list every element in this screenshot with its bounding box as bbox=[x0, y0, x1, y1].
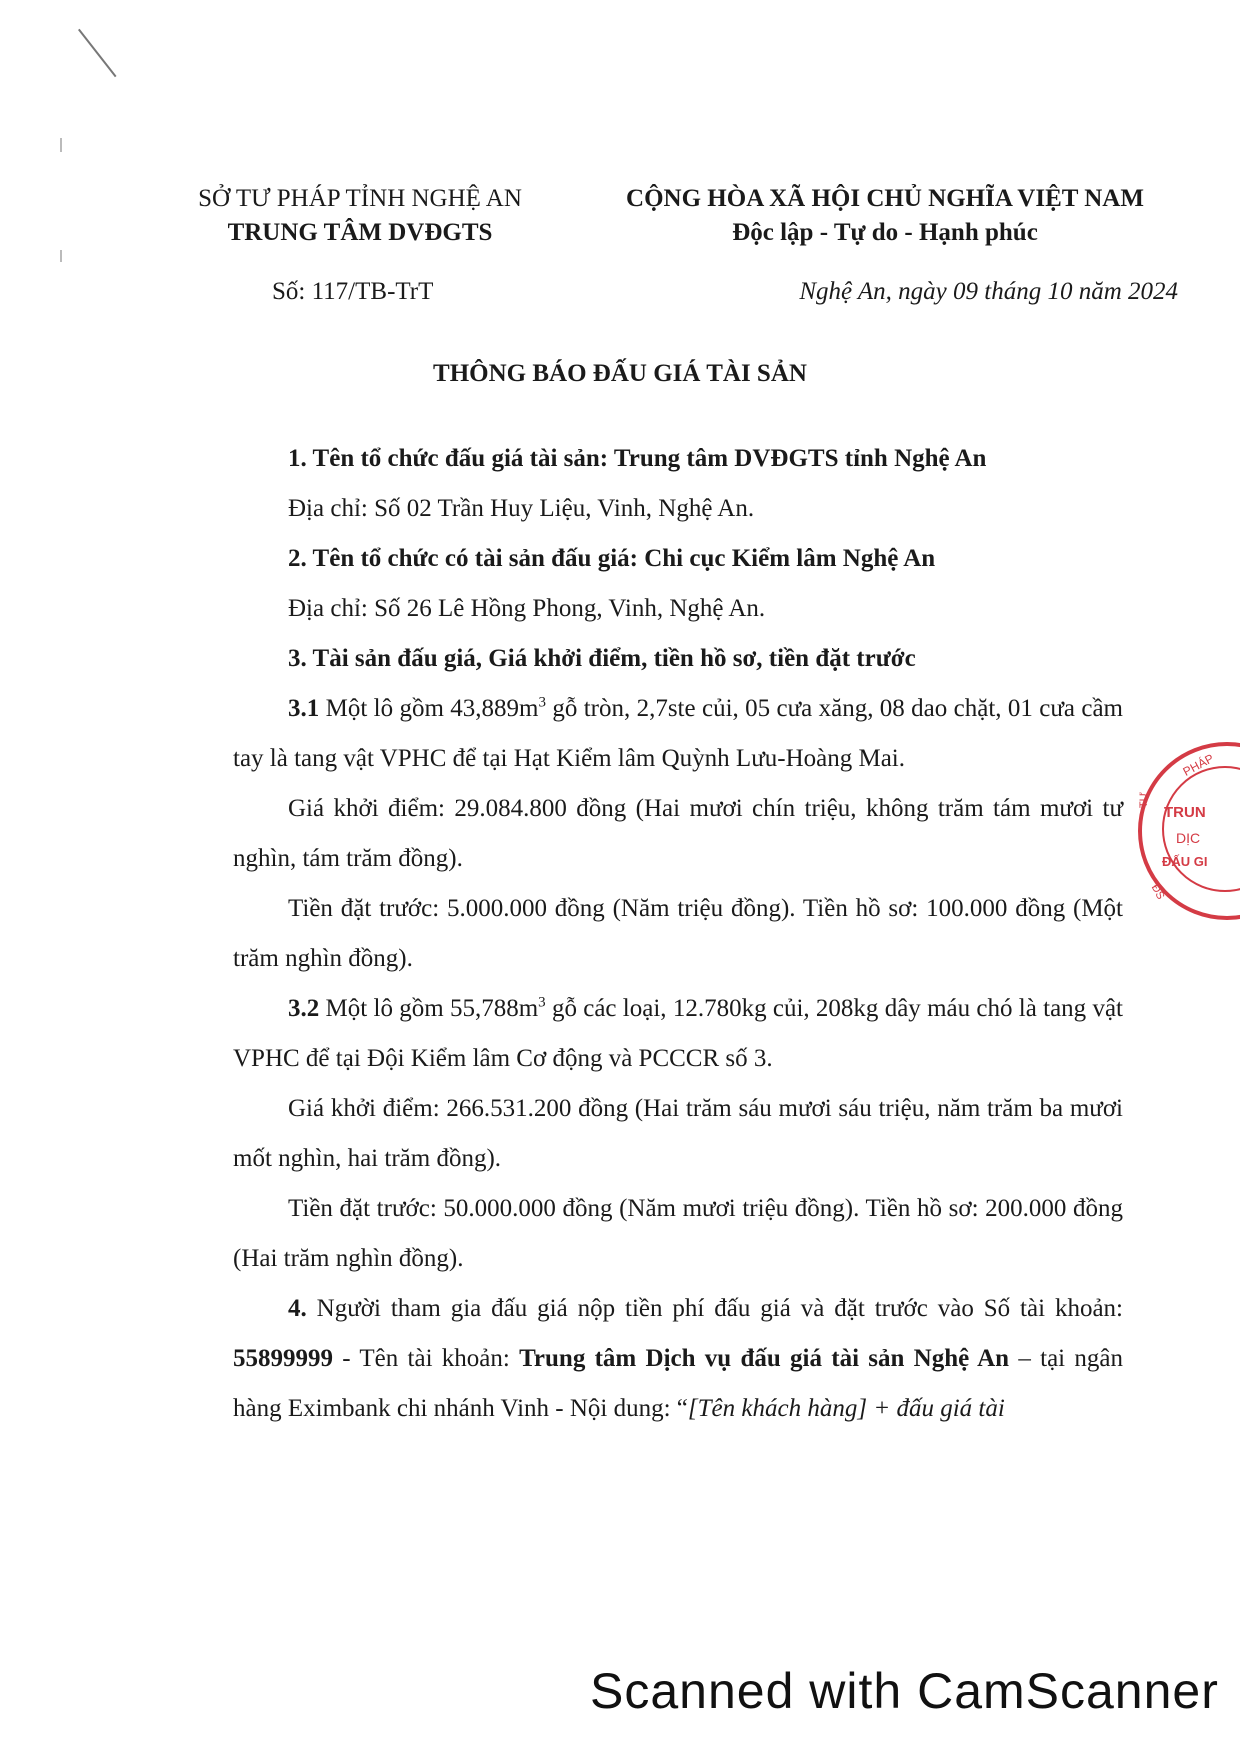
section-2-heading: 2. Tên tổ chức có tài sản đấu giá: Chi cục Kiểm lâm Nghệ An bbox=[288, 545, 936, 572]
seal-text-line3: ĐẤU GI bbox=[1162, 854, 1208, 869]
seal-text-left: TƯ bbox=[1138, 791, 1151, 809]
scan-scratch-mark bbox=[78, 29, 117, 78]
issuer-department: SỞ TƯ PHÁP TỈNH NGHỆ AN bbox=[198, 185, 522, 212]
section-1-heading: 1. Tên tổ chức đấu giá tài sản: Trung tâm DVĐGTS tỉnh Nghệ An bbox=[288, 445, 987, 472]
national-header bbox=[585, 182, 1185, 250]
issuer-center: TRUNG TÂM DVĐGTS bbox=[227, 219, 493, 246]
document-number: Số: 117/TB-TrT bbox=[272, 278, 434, 305]
superscript: 3 bbox=[538, 994, 546, 1011]
seal-text-top: PHÁP bbox=[1180, 751, 1217, 779]
item-text: gỗ các loại, 12.780kg củi, 208kg dây máu chó là tang vật VPHC để tại Đội Kiểm lâm Cơ động và PCCCR số 3. bbox=[233, 995, 1123, 1072]
section-3-heading: 3. Tài sản đấu giá, Giá khởi điểm, tiền hồ sơ, tiền đặt trước bbox=[288, 645, 916, 672]
item-number: 3.2 bbox=[288, 995, 320, 1022]
section-4-payment bbox=[233, 1284, 1123, 1434]
scanner-watermark: Scanned with CamScanner bbox=[590, 1663, 1219, 1719]
item-3-1-starting-price: Giá khởi điểm: 29.084.800 đồng (Hai mươi chín triệu, không trăm tám mươi tư nghìn, tám trăm đồng). bbox=[233, 795, 1123, 872]
item-number: 3.1 bbox=[288, 695, 320, 722]
payment-text: – tại ngân hàng Eximbank chi nhánh Vinh - Nội dung: “ bbox=[233, 1345, 1123, 1422]
account-name: Trung tâm Dịch vụ đấu giá tài sản Nghệ An bbox=[519, 1345, 1010, 1372]
seal-text-bottom: ĐS bbox=[1148, 882, 1167, 902]
section-number: 4. bbox=[288, 1295, 307, 1322]
official-seal-stamp bbox=[1138, 742, 1240, 920]
item-text: Một lô gồm 43,889m bbox=[319, 695, 539, 722]
payment-text: - Tên tài khoản: bbox=[333, 1345, 520, 1372]
item-3-2-description bbox=[233, 984, 1123, 1084]
payment-text: Người tham gia đấu giá nộp tiền phí đấu giá và đặt trước vào Số tài khoản: bbox=[306, 1295, 1123, 1322]
item-3-2-starting-price: Giá khởi điểm: 266.531.200 đồng (Hai trăm sáu mươi sáu triệu, năm trăm ba mươi mốt nghìn, hai trăm đồng). bbox=[233, 1095, 1123, 1172]
item-3-1-deposit: Tiền đặt trước: 5.000.000 đồng (Năm triệu đồng). Tiền hồ sơ: 100.000 đồng (Một trăm nghìn đồng). bbox=[233, 895, 1123, 972]
superscript: 3 bbox=[538, 694, 546, 711]
payment-content: [Tên khách hàng] + đấu giá tài bbox=[687, 1395, 1005, 1422]
section-1-address: Địa chỉ: Số 02 Trần Huy Liệu, Vinh, Nghệ An. bbox=[288, 495, 755, 522]
seal-text-line1: TRUN bbox=[1164, 804, 1206, 821]
item-3-1-description bbox=[233, 684, 1123, 784]
document-title: THÔNG BÁO ĐẤU GIÁ TÀI SẢN bbox=[433, 360, 807, 387]
item-text: gỗ tròn, 2,7ste củi, 05 cưa xăng, 08 dao chặt, 01 cưa cầm tay là tang vật VPHC để tại Hạt Kiểm lâm Quỳnh Lưu-Hoàng Mai. bbox=[233, 695, 1123, 772]
item-3-2-deposit: Tiền đặt trước: 50.000.000 đồng (Năm mươi triệu đồng). Tiền hồ sơ: 200.000 đồng (Hai trăm nghìn đồng). bbox=[233, 1195, 1123, 1272]
document-body bbox=[233, 434, 1123, 1434]
seal-text-line2: DỊC bbox=[1176, 830, 1201, 846]
scan-margin-mark bbox=[60, 250, 62, 262]
item-text: Một lô gồm 55,788m bbox=[319, 995, 539, 1022]
national-title: CỘNG HÒA XÃ HỘI CHỦ NGHĨA VIỆT NAM bbox=[626, 185, 1144, 212]
document-date: Nghệ An, ngày 09 tháng 10 năm 2024 bbox=[799, 278, 1178, 305]
scan-margin-mark bbox=[60, 138, 62, 152]
national-motto: Độc lập - Tự do - Hạnh phúc bbox=[732, 219, 1038, 246]
section-2-address: Địa chỉ: Số 26 Lê Hồng Phong, Vinh, Nghệ An. bbox=[288, 595, 766, 622]
account-number: 55899999 bbox=[233, 1345, 333, 1372]
seal-inner-ring bbox=[1162, 766, 1240, 892]
issuer-header bbox=[170, 182, 550, 250]
